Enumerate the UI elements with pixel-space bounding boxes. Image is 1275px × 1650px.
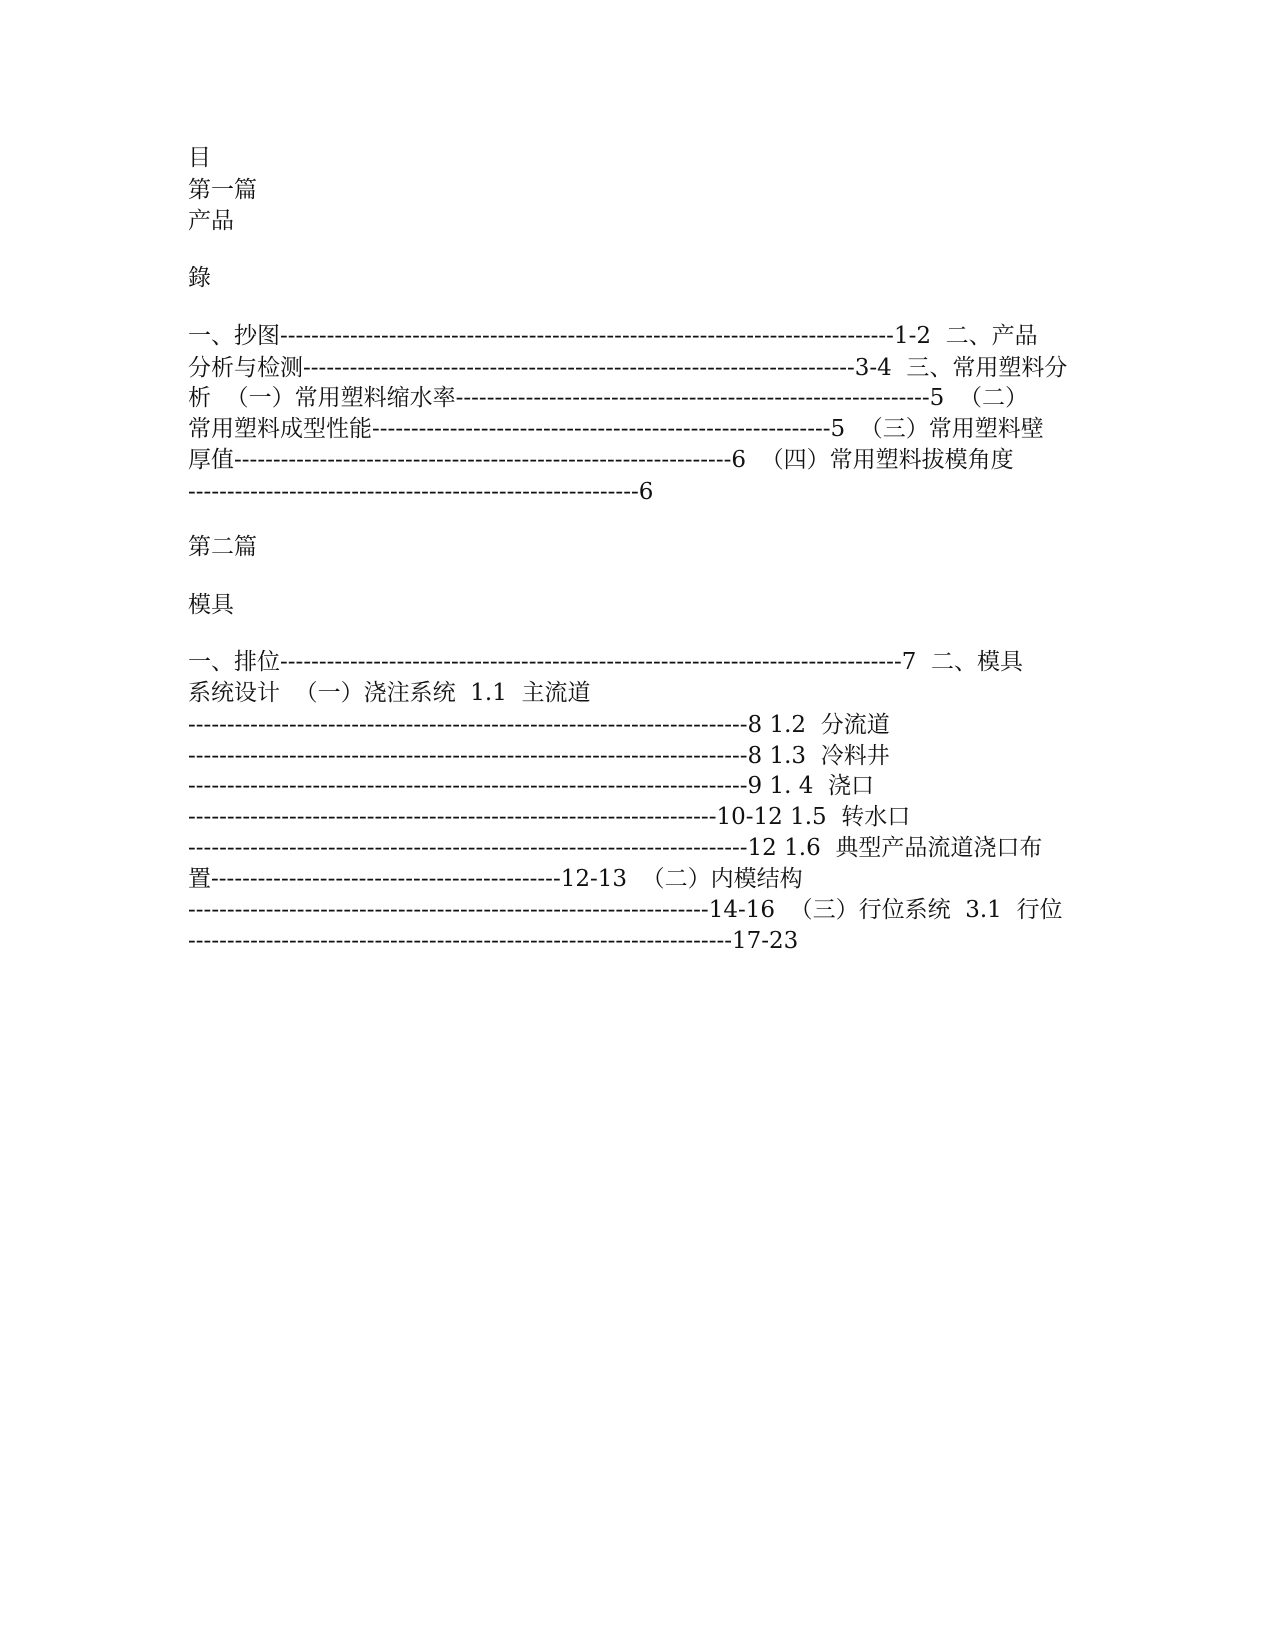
toc-line: -------------------------------------------------------------------14-16 （三）行位系统 3.1 行位 [188,897,1063,923]
toc-line: 常用塑料成型性能-----------------------------------------------------------5 （三）常用塑料壁 [188,416,1044,442]
toc-line: 析 （一）常用塑料缩水率-------------------------------------------------------------5 （二） [188,385,1028,411]
toc-line: 一、抄图-------------------------------------------------------------------------------1-2 二、产品 [188,323,1038,349]
toc-line: 系统设计 （一）浇注系统 1.1 主流道 [188,680,591,706]
part1-title: 产品 [188,208,234,234]
part2-heading: 第二篇 [188,534,257,560]
toc-line: --------------------------------------------------------------------10-12 1.5 转水口 [188,804,911,830]
toc-line: ----------------------------------------------------------6 [188,479,654,505]
part2-title: 模具 [188,592,234,618]
toc-line: 厚值----------------------------------------------------------------6 （四）常用塑料拔模角度 [188,447,1014,473]
toc-line: ------------------------------------------------------------------------8 1.2 分流道 [188,712,890,738]
toc-line: ----------------------------------------------------------------------17-23 [188,928,799,954]
toc-line: 分析与检测-----------------------------------------------------------------------3-4 三、常用塑料分 [188,355,1068,381]
toc-line: 一、排位--------------------------------------------------------------------------------7 二、模具 [188,649,1023,675]
toc-line: ------------------------------------------------------------------------8 1.3 冷料井 [188,743,890,769]
title-char-mu: 目 [188,145,211,171]
toc-line: ------------------------------------------------------------------------9 1. 4 浇口 [188,773,875,799]
part1-heading: 第一篇 [188,177,257,203]
toc-line: ------------------------------------------------------------------------12 1.6 典型产品流道浇口布 [188,835,1043,861]
title-char-lu: 錄 [188,265,211,291]
toc-line: 置---------------------------------------------12-13 （二）内模结构 [188,866,803,892]
